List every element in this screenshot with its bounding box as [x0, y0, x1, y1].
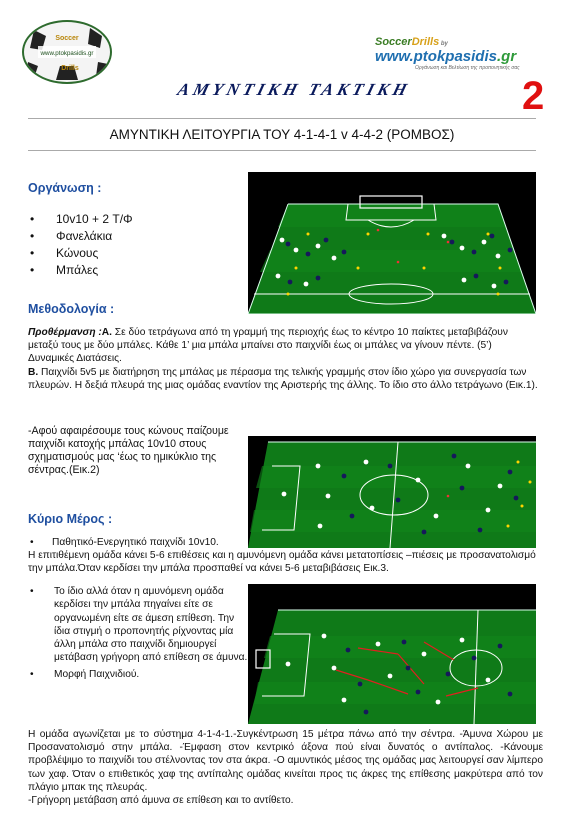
- list-item: • Το ίδιο αλλά όταν η αμυνόμενη ομάδα κερδίσει την μπάλα πηγαίνει είτε σε οργανωμένη είτε σε άμεση επίθεση. Την ίδια στιγμή ο προπονητής ρίχνοντας μία άλλη μπάλα στο παιχνίδι δημιουργεί μετάβαση γρήγορη από επίθεση σε άμυνα.: [30, 586, 248, 664]
- svg-text:www.ptokpasidis.gr: www.ptokpasidis.gr: [40, 50, 94, 57]
- brand-tagline: SoccerDrills by: [375, 36, 448, 48]
- ball-icon: [24, 22, 110, 82]
- list-item: • Φανελάκια: [28, 228, 238, 245]
- warmup-label: Προθέρμανση :: [28, 327, 102, 338]
- main-part-heading: Κύριο Μέρος :: [28, 512, 113, 526]
- main-item-list: [28, 585, 248, 681]
- main-item-1: • Παθητικό-Ενεργητικό παιχνίδι 10v10. Η επιτιθέμενη ομάδα κάνει 5-6 επιθέσεις και η αμυνόμενη ομάδα κάνει μετατοπίσεις –πιέσεις με προσανατολισμό την μπάλα.Όταν κερδίσει την μπάλα προσπαθεί να κάνει 5-6 μεταβιβάσεις Εικ.3.: [28, 537, 536, 575]
- list-item: • 10v10 + 2 Τ/Φ: [28, 211, 238, 228]
- list-item: • Μορφή Παιχνιδιού.: [30, 668, 140, 680]
- page-title: ΑΜΥΝΤΙΚΗ ΤΑΚΤΙΚΗ: [175, 80, 413, 99]
- svg-text:Soccer: Soccer: [55, 35, 79, 42]
- soccer-drills-logo: [22, 20, 112, 84]
- page-subtitle: ΑΜΥΝΤΙΚΗ ΛΕΙΤΟΥΡΓΙΑ ΤΟΥ 4-1-4-1 v 4-4-2 (ΡΟΜΒΟΣ): [109, 127, 455, 142]
- divider: [28, 118, 536, 119]
- organization-heading: Οργάνωση :: [28, 181, 102, 195]
- svg-text:Drills: Drills: [61, 65, 79, 72]
- organization-list: [28, 211, 238, 279]
- brand-block: [375, 36, 560, 71]
- brand-subtitle: Οργάνωση και Βελτίωση της προπονητικής σας: [415, 65, 520, 71]
- page-number: 2: [522, 74, 545, 118]
- list-item: • Κώνους: [28, 245, 238, 262]
- closing-paragraph: Η ομάδα αγωνίζεται με το σύστημα 4-1-4-1.-Συγκέντρωση 15 μέτρα πάνω από την σέντρα. -Άμυνα Χώρου με Προσανατολισμό στην μπάλα. -Έμφαση στον κεντρικό άξονα πού είναι δυνατός ο αντίπαλος. -Κάνουμε προβλέψιμο το παιχνίδι του στέλνοντας τον στα άκρα. -Ο αμυντικός μέσος της ομάδας μας λειτουργεί σαν λίμπερο των χαφ. Όταν ο επιθετικός χαφ της αντίπαλης ομάδας κινείται προς τις άκρες της επίθεσης μακρύτερα από τον πλάγιο μπακ της πλευράς. -Γρήγορη μετάβαση από άμυνα σε επίθεση και το αντίθετο.: [28, 729, 543, 807]
- pitch-diagram-2: [248, 436, 536, 548]
- cones-paragraph: -Αφού αφαιρέσουμε τους κώνους παίζουμε παιχνίδι κατοχής μπάλας 10v10 στους σχηματισμούς μας ‘έως το ημικύκλιο της σέντρας.(Εικ.2): [28, 425, 229, 476]
- brand-url: www.ptokpasidis.gr: [375, 48, 517, 65]
- pitch-diagram-1: [248, 172, 536, 314]
- pitch-diagram-3: [248, 584, 536, 724]
- divider: [28, 150, 536, 151]
- list-item: • Μπάλες: [28, 262, 238, 279]
- methodology-heading: Μεθοδολογία :: [28, 302, 115, 316]
- warmup-paragraph: Προθέρμανση :Α. Σε δύο τετράγωνα από τη γραμμή της περιοχής έως το κέντρο 10 παίκτες μεταβιβάζουν μεταξύ τους με δύο μπάλες. Κάθε 1’ μια μπάλα μπαίνει στο παιχνίδι έως οι μπάλες να γίνουν πέντε. (5’) Δυναμικές Διατάσεις. Β. Παιχνίδι 5v5 με διατήρηση της μπάλας με πέρασμα της τελικής γραμμής στον ίδιο χώρο για συνεργασία των πλευρών. Η δεξιά πλευρά της μιας ομάδας εναντίον της Αριστερής της άλλης. Το ίδιο στο άλλο τετράγωνο (Εικ.1).: [28, 327, 538, 391]
